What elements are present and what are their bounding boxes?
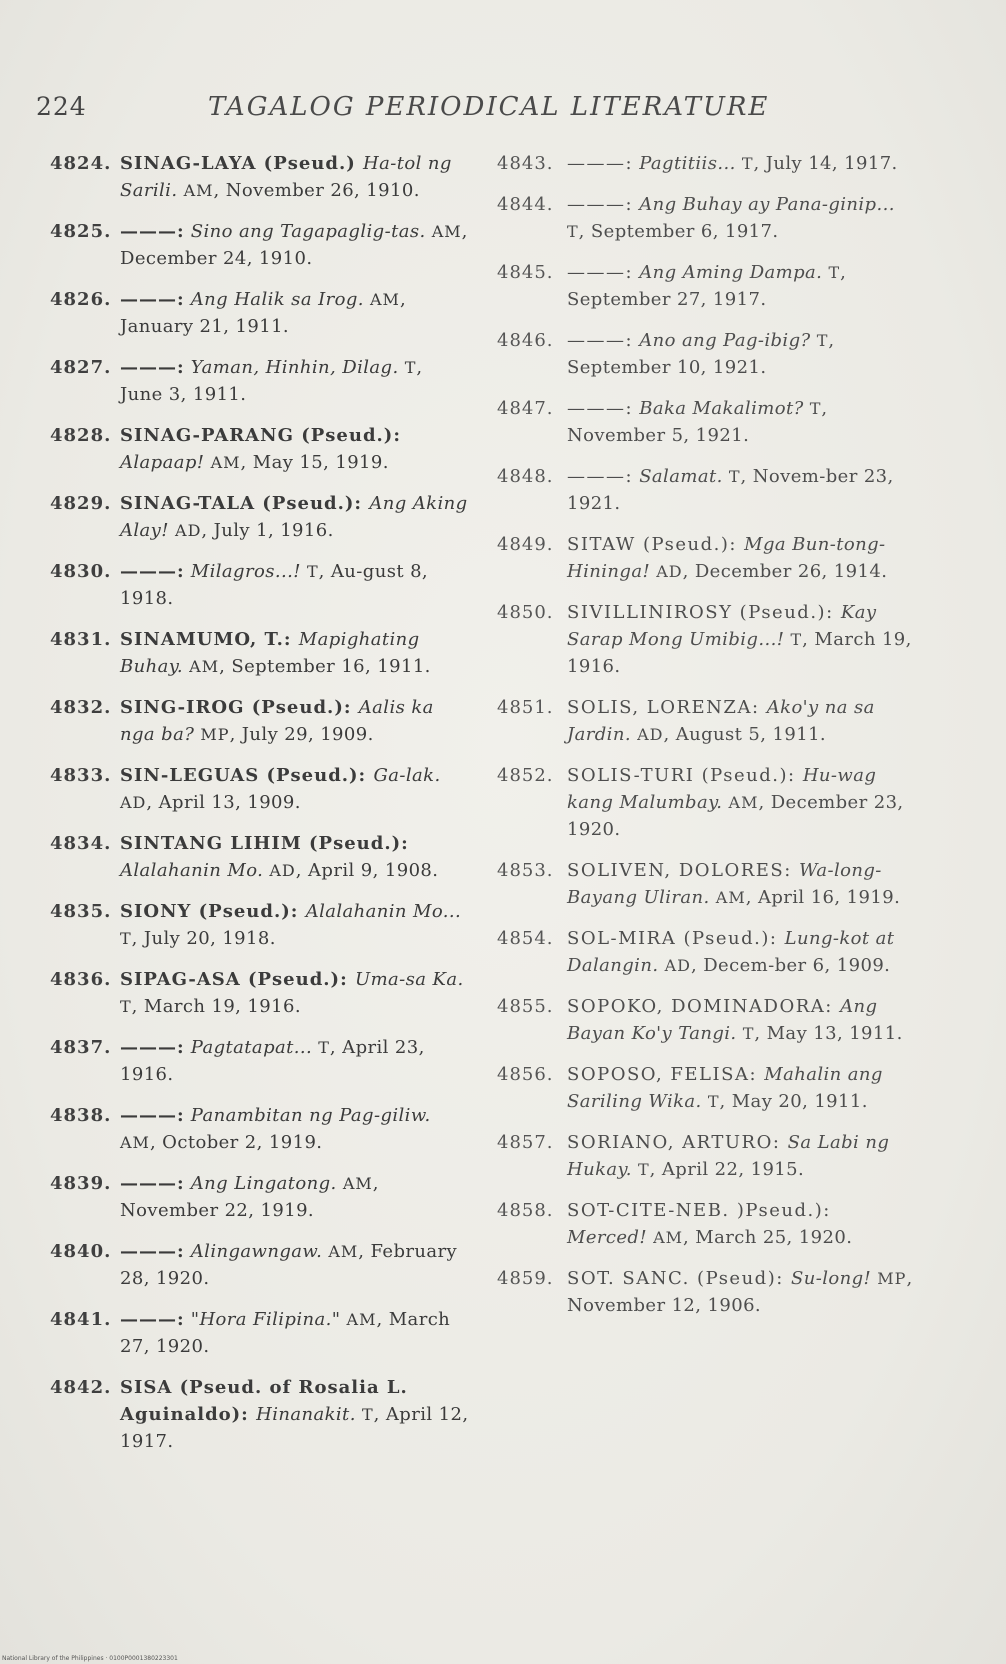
entry-number: 4859. bbox=[497, 1268, 554, 1289]
entry-author: SOT. SANC. (Pseud): bbox=[567, 1268, 792, 1289]
entry-title: Ga-lak. bbox=[373, 765, 441, 786]
entry-author: ———: bbox=[567, 262, 634, 283]
entry-periodical: AD bbox=[637, 725, 664, 744]
entry-periodical: AD bbox=[175, 521, 202, 540]
entry-title: Aalis ka nga ba? bbox=[120, 697, 434, 745]
entry-number: 4839. bbox=[50, 1173, 112, 1194]
entry-date: , Novem-ber 23, 1921. bbox=[567, 466, 894, 514]
entry-title: Ang Halik sa Irog. bbox=[184, 289, 364, 310]
entry-title: Ang Bayan Ko'y Tangi. bbox=[567, 996, 878, 1044]
entry-author: SITAW (Pseud.): bbox=[567, 534, 745, 555]
entry-periodical: MP bbox=[200, 725, 230, 744]
entry-number: 4855. bbox=[497, 996, 554, 1017]
entry-author: ———: bbox=[120, 1173, 185, 1194]
page-header bbox=[36, 88, 936, 128]
running-title: TAGALOG PERIODICAL LITERATURE bbox=[208, 92, 770, 122]
bibliography-entry bbox=[497, 1265, 917, 1319]
entry-title: Su-long! bbox=[791, 1268, 872, 1289]
bibliography-entry bbox=[50, 490, 470, 544]
entry-number: 4831. bbox=[50, 629, 112, 650]
entry-author: SOLIS-TURI (Pseud.): bbox=[567, 765, 803, 786]
bibliography-entry bbox=[50, 1034, 470, 1088]
bibliography-entry bbox=[50, 762, 470, 816]
entry-author: ———: bbox=[567, 466, 634, 487]
entry-periodical: AM bbox=[728, 793, 759, 812]
entry-title: Ha-tol ng Sarili. bbox=[120, 153, 452, 201]
entry-periodical: MP bbox=[877, 1269, 907, 1288]
entry-date: , July 20, 1918. bbox=[131, 928, 276, 949]
entry-author: SOT-CITE-NEB. )Pseud.): bbox=[567, 1200, 831, 1221]
entry-periodical: T bbox=[809, 399, 822, 418]
entry-periodical: AM bbox=[210, 453, 241, 472]
entry-title: Alapaap! bbox=[120, 452, 205, 473]
entry-title: Pagtatapat... bbox=[184, 1037, 313, 1058]
entry-author: ———: bbox=[120, 561, 185, 582]
entry-number: 4847. bbox=[497, 398, 554, 419]
entry-date: , September 27, 1917. bbox=[567, 262, 847, 310]
bibliography-entry bbox=[497, 1197, 917, 1251]
entry-date: , June 3, 1911. bbox=[120, 357, 423, 405]
entry-date: , July 29, 1909. bbox=[229, 724, 374, 745]
entry-number: 4840. bbox=[50, 1241, 112, 1262]
entry-periodical: AM bbox=[189, 657, 220, 676]
entry-author: ———: bbox=[567, 153, 634, 174]
entry-periodical: T bbox=[404, 358, 417, 377]
entry-date: , February 28, 1920. bbox=[120, 1241, 458, 1289]
bibliography-entry bbox=[497, 259, 917, 313]
bibliography-entry bbox=[50, 898, 470, 952]
entry-number: 4833. bbox=[50, 765, 112, 786]
entry-number: 4845. bbox=[497, 262, 554, 283]
entry-title: Panambitan ng Pag-giliw. bbox=[184, 1105, 431, 1126]
entry-periodical: AM bbox=[370, 290, 400, 309]
entry-author: ———: bbox=[120, 1037, 185, 1058]
entry-number: 4834. bbox=[50, 833, 112, 854]
entry-title: Alalahanin Mo. bbox=[120, 860, 264, 881]
entry-title: Hu-wag kang Malumbay. bbox=[567, 765, 877, 813]
bibliography-entry bbox=[50, 626, 470, 680]
entry-date: , January 21, 1911. bbox=[120, 289, 407, 337]
bibliography-entry bbox=[50, 1374, 470, 1455]
entry-title: Salamat. bbox=[633, 466, 723, 487]
entry-number: 4857. bbox=[497, 1132, 554, 1153]
entry-date: , May 13, 1911. bbox=[754, 1023, 903, 1044]
entry-periodical: T bbox=[318, 1038, 330, 1057]
entry-title: Ako'y na sa Jardin. bbox=[567, 697, 875, 745]
entry-number: 4838. bbox=[50, 1105, 112, 1126]
entry-periodical: T bbox=[120, 997, 132, 1016]
entry-number: 4841. bbox=[50, 1309, 112, 1330]
entry-periodical: T bbox=[728, 467, 741, 486]
entry-author: ———: bbox=[120, 1241, 185, 1262]
entry-periodical: AD bbox=[664, 956, 691, 975]
bibliography-entry bbox=[50, 286, 470, 340]
entry-author: ———: bbox=[120, 1309, 185, 1330]
entry-periodical: AD bbox=[269, 861, 296, 880]
entry-author: SINAG-LAYA (Pseud.) bbox=[120, 153, 364, 174]
entry-periodical: AM bbox=[120, 1133, 150, 1152]
entry-date: , May 15, 1919. bbox=[240, 452, 389, 473]
entry-periodical: T bbox=[306, 562, 319, 581]
entry-title: "Hora Filipina." bbox=[184, 1309, 341, 1330]
entry-author: SOPOKO, DOMINADORA: bbox=[567, 996, 841, 1017]
entry-number: 4829. bbox=[50, 493, 112, 514]
entry-date: , October 2, 1919. bbox=[149, 1132, 323, 1153]
entry-periodical: T bbox=[707, 1092, 720, 1111]
bibliography-entry bbox=[497, 150, 917, 177]
bibliography-entry bbox=[50, 150, 470, 204]
entry-periodical: AM bbox=[342, 1174, 373, 1193]
entry-periodical: T bbox=[741, 154, 754, 173]
entry-number: 4853. bbox=[497, 860, 554, 881]
entry-date: , September 6, 1917. bbox=[578, 221, 779, 242]
entry-date: , April 16, 1919. bbox=[745, 887, 901, 908]
bibliography-entry bbox=[50, 1306, 470, 1360]
entry-title: Kay Sarap Mong Umibig...! bbox=[567, 602, 877, 650]
entry-number: 4856. bbox=[497, 1064, 554, 1085]
entry-number: 4826. bbox=[50, 289, 112, 310]
bibliography-entry bbox=[497, 191, 917, 245]
entry-number: 4835. bbox=[50, 901, 112, 922]
entry-periodical: T bbox=[637, 1160, 650, 1179]
entry-title: Baka Makalimot? bbox=[633, 398, 804, 419]
entry-date: , December 26, 1914. bbox=[682, 561, 888, 582]
entry-author: SIVILLINIROSY (Pseud.): bbox=[567, 602, 841, 623]
entry-author: ———: bbox=[120, 1105, 185, 1126]
entry-periodical: AM bbox=[653, 1228, 684, 1247]
entry-number: 4832. bbox=[50, 697, 112, 718]
entry-date: , September 10, 1921. bbox=[567, 330, 835, 378]
entry-date: , April 12, 1917. bbox=[120, 1404, 469, 1452]
bibliography-entry bbox=[50, 1170, 470, 1224]
entry-date: , December 24, 1910. bbox=[120, 221, 468, 269]
bibliography-entry bbox=[497, 925, 917, 979]
entry-author: SINAMUMO, T.: bbox=[120, 629, 299, 650]
entry-author: SIN-LEGUAS (Pseud.): bbox=[120, 765, 374, 786]
bibliography-entry bbox=[497, 1129, 917, 1183]
entry-author: ———: bbox=[120, 221, 185, 242]
entry-author: SINAG-PARANG (Pseud.): bbox=[120, 425, 401, 446]
entry-title: Merced! bbox=[567, 1227, 647, 1248]
bibliography-entry bbox=[497, 599, 917, 680]
entry-author: SING-IROG (Pseud.): bbox=[120, 697, 359, 718]
entry-periodical: T bbox=[567, 222, 579, 241]
entry-date: , November 22, 1919. bbox=[120, 1173, 379, 1221]
page-number: 224 bbox=[36, 92, 87, 121]
entry-periodical: T bbox=[742, 1024, 755, 1043]
bibliography-entry bbox=[497, 694, 917, 748]
entry-number: 4830. bbox=[50, 561, 112, 582]
entry-date: , April 9, 1908. bbox=[295, 860, 439, 881]
entry-periodical: T bbox=[790, 630, 803, 649]
entry-number: 4837. bbox=[50, 1037, 112, 1058]
entry-author: SOLIS, LORENZA: bbox=[567, 697, 767, 718]
entry-number: 4844. bbox=[497, 194, 554, 215]
entry-periodical: AM bbox=[715, 888, 746, 907]
entry-author: ———: bbox=[120, 357, 185, 378]
entry-number: 4828. bbox=[50, 425, 112, 446]
entry-author: ———: bbox=[567, 330, 634, 351]
entry-author: SINAG-TALA (Pseud.): bbox=[120, 493, 370, 514]
entry-date: , April 23, 1916. bbox=[120, 1037, 425, 1085]
bibliography-entry bbox=[497, 327, 917, 381]
entry-author: ———: bbox=[120, 289, 185, 310]
entry-periodical: T bbox=[361, 1405, 374, 1424]
entry-date: , November 26, 1910. bbox=[213, 180, 420, 201]
entry-periodical: AM bbox=[431, 222, 462, 241]
entry-title: Mapighating Buhay. bbox=[120, 629, 420, 677]
entry-number: 4858. bbox=[497, 1200, 554, 1221]
entry-number: 4846. bbox=[497, 330, 554, 351]
entry-author: SIONY (Pseud.): bbox=[120, 901, 306, 922]
bibliography-entry bbox=[497, 395, 917, 449]
entry-title: Yaman, Hinhin, Dilag. bbox=[184, 357, 399, 378]
entry-title: Mahalin ang Sariling Wika. bbox=[567, 1064, 883, 1112]
entry-date: , July 14, 1917. bbox=[753, 153, 898, 174]
entry-number: 4854. bbox=[497, 928, 554, 949]
entry-periodical: AD bbox=[120, 793, 147, 812]
entry-periodical: T bbox=[828, 263, 841, 282]
bibliography-entry bbox=[50, 694, 470, 748]
entry-number: 4843. bbox=[497, 153, 554, 174]
entry-date: , March 19, 1916. bbox=[131, 996, 301, 1017]
entry-title: Lung-kot at Dalangin. bbox=[567, 928, 895, 976]
entry-periodical: AM bbox=[328, 1242, 359, 1261]
bibliography-entry bbox=[497, 993, 917, 1047]
entry-date: , December 23, 1920. bbox=[567, 792, 904, 840]
bibliography-entry bbox=[50, 1238, 470, 1292]
entry-title: Alalahanin Mo... bbox=[305, 901, 462, 922]
entry-author: ———: bbox=[567, 194, 634, 215]
entry-author: SOPOSO, FELISA: bbox=[567, 1064, 765, 1085]
entry-author: SOLIVEN, DOLORES: bbox=[567, 860, 800, 881]
entry-number: 4824. bbox=[50, 153, 112, 174]
entry-number: 4852. bbox=[497, 765, 554, 786]
bibliography-entry bbox=[497, 531, 917, 585]
entry-date: , April 22, 1915. bbox=[649, 1159, 805, 1180]
bibliography-entry bbox=[50, 354, 470, 408]
entry-title: Ang Aking Alay! bbox=[120, 493, 468, 541]
entry-title: Ang Aming Dampa. bbox=[633, 262, 823, 283]
entry-number: 4842. bbox=[50, 1377, 112, 1398]
right-column bbox=[497, 150, 917, 1333]
entry-number: 4836. bbox=[50, 969, 112, 990]
entry-periodical: AD bbox=[656, 562, 683, 581]
entry-number: 4851. bbox=[497, 697, 554, 718]
entry-title: Uma-sa Ka. bbox=[355, 969, 464, 990]
entry-date: , November 12, 1906. bbox=[567, 1268, 913, 1316]
entry-date: , March 19, 1916. bbox=[567, 629, 912, 677]
entry-title: Ano ang Pag-ibig? bbox=[633, 330, 811, 351]
entry-author: SIPAG-ASA (Pseud.): bbox=[120, 969, 355, 990]
bibliography-entry bbox=[50, 1102, 470, 1156]
entry-date: , March 27, 1920. bbox=[120, 1309, 451, 1357]
entry-author: ———: bbox=[567, 398, 634, 419]
entry-number: 4848. bbox=[497, 466, 554, 487]
entry-date: , July 1, 1916. bbox=[201, 520, 334, 541]
bibliography-entry bbox=[50, 218, 470, 272]
entry-number: 4825. bbox=[50, 221, 112, 242]
entry-title: Sa Labi ng Hukay. bbox=[567, 1132, 890, 1180]
entry-number: 4827. bbox=[50, 357, 112, 378]
bibliography-entry bbox=[50, 558, 470, 612]
entry-number: 4849. bbox=[497, 534, 554, 555]
entry-date: , August 5, 1911. bbox=[663, 724, 827, 745]
entry-periodical: T bbox=[816, 331, 829, 350]
entry-author: SINTANG LIHIM (Pseud.): bbox=[120, 833, 409, 854]
entry-date: , May 20, 1911. bbox=[719, 1091, 868, 1112]
entry-title: Milagros...! bbox=[184, 561, 301, 582]
entry-author: SORIANO, ARTURO: bbox=[567, 1132, 788, 1153]
entry-title: Hinanakit. bbox=[256, 1404, 356, 1425]
entry-title: Sino ang Tagapaglig-tas. bbox=[184, 221, 426, 242]
entry-date: , September 16, 1911. bbox=[219, 656, 431, 677]
entry-author: SOL-MIRA (Pseud.): bbox=[567, 928, 785, 949]
entry-number: 4850. bbox=[497, 602, 554, 623]
entry-title: Wa-long-Bayang Uliran. bbox=[567, 860, 882, 908]
footer-credit: National Library of the Philippines · 0100P0001380223301 bbox=[2, 1655, 178, 1662]
entry-author: SISA (Pseud. of Rosalia L. Aguinaldo): bbox=[120, 1377, 408, 1425]
entry-periodical: T bbox=[120, 929, 132, 948]
entry-title: Pagtitiis... bbox=[633, 153, 736, 174]
left-column bbox=[50, 150, 470, 1469]
entry-title: Alingawngaw. bbox=[184, 1241, 323, 1262]
bibliography-entry bbox=[497, 1061, 917, 1115]
entry-date: , Decem-ber 6, 1909. bbox=[690, 955, 891, 976]
entry-date: , March 25, 1920. bbox=[683, 1227, 853, 1248]
entry-periodical: AM bbox=[183, 181, 214, 200]
bibliography-entry bbox=[497, 857, 917, 911]
bibliography-entry bbox=[50, 422, 470, 476]
bibliography-entry bbox=[497, 762, 917, 843]
bibliography-entry bbox=[50, 830, 470, 884]
entry-date: , April 13, 1909. bbox=[146, 792, 301, 813]
bibliography-entry bbox=[50, 966, 470, 1020]
entry-title: Ang Buhay ay Pana-ginip... bbox=[633, 194, 895, 215]
entry-title: Mga Bun-tong-Hininga! bbox=[567, 534, 886, 582]
entry-date: , November 5, 1921. bbox=[567, 398, 828, 446]
entry-date: , Au-gust 8, 1918. bbox=[120, 561, 429, 609]
bibliography-entry bbox=[497, 463, 917, 517]
entry-title: Ang Lingatong. bbox=[184, 1173, 337, 1194]
entry-periodical: AM bbox=[346, 1310, 377, 1329]
